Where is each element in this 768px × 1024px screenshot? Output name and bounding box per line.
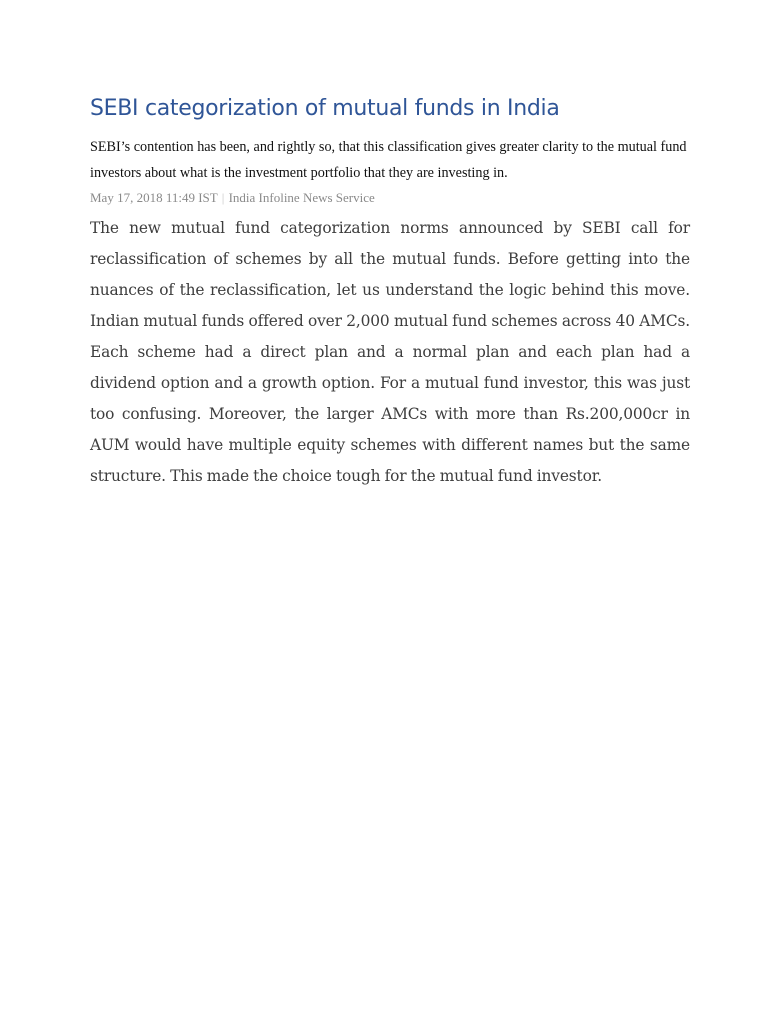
- article-date: May 17, 2018 11:49 IST: [90, 190, 218, 205]
- meta-separator: |: [221, 190, 225, 205]
- article-summary: SEBI’s contention has been, and rightly so, that this classification gives greater clarity to the mutual fund investors about what is the investment portfolio that they are investing in.: [90, 139, 687, 181]
- article-meta: [90, 188, 690, 208]
- article-source: India Infoline News Service: [228, 190, 375, 205]
- article-body: The new mutual fund categorization norms announced by SEBI call for reclassification of schemes by all the mutual funds. Before getting into the nuances of the reclassification, let us understand the logic behind this move. Indian mutual funds offered over 2,000 mutual fund schemes across 40 AMCs. Each scheme had a direct plan and a normal plan and each plan had a dividend option and a growth option. For a mutual fund investor, this was just too confusing. Moreover, the larger AMCs with more than Rs.200,000cr in AUM would have multiple equity schemes with different names but the same structure. This made the choice tough for the mutual fund investor.: [90, 219, 690, 485]
- article: [90, 92, 690, 492]
- article-title: SEBI categorization of mutual funds in India: [90, 96, 560, 121]
